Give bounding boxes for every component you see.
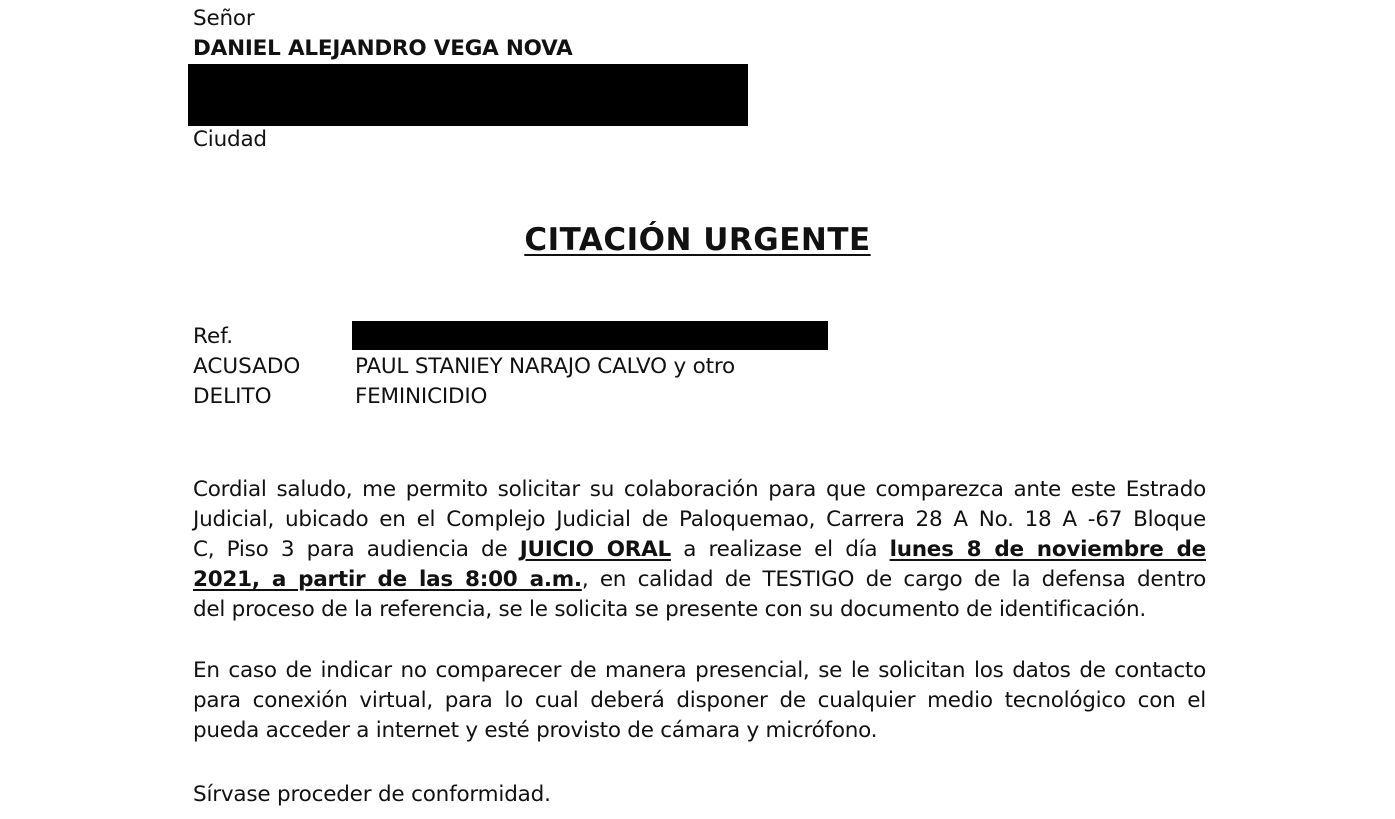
redacted-address-block [188,64,748,126]
paragraph-citation-line [193,535,1206,565]
paragraph-citation-line: Judicial, ubicado en el Complejo Judicial de Paloquemao, Carrera 28 A No. 18 A -67 Bloque [193,507,1206,532]
citation-line3-text: C, Piso 3 para audiencia de [193,537,520,562]
citation-line3-mid: a realizase el día [670,537,890,562]
paragraph-virtual-line: pueda acceder a internet y esté provisto de cámara y micrófono. [193,718,878,743]
crime-label: DELITO [193,384,272,409]
recipient-city: Ciudad [193,127,267,152]
crime-value: FEMINICIDIO [355,384,488,409]
closing-line: Sírvase proceder de conformidad. [193,782,551,807]
paragraph-citation-line [193,565,1206,595]
citation-line4-text: , en calidad de TESTIGO de cargo de la defensa dentro [581,567,1206,592]
paragraph-citation [193,475,1206,625]
ref-label: Ref. [193,324,234,349]
redacted-reference-number [352,321,828,350]
recipient-salutation: Señor [193,6,255,31]
paragraph-virtual-line: En caso de indicar no comparecer de manera presencial, se le solicitan los datos de contacto [193,658,1206,683]
accused-value: PAUL STANIEY NARAJO CALVO y otro [355,354,735,379]
paragraph-virtual [193,656,1206,746]
hearing-type: JUICIO ORAL [519,537,671,562]
hearing-date-part2: 2021, a partir de las 8:00 a.m. [193,567,582,592]
document-title-text: CITACIÓN URGENTE [524,222,871,258]
paragraph-citation-line: Cordial saludo, me permito solicitar su colaboración para que comparezca ante este Estrado [193,477,1206,502]
hearing-date-part1: lunes 8 de noviembre de [889,537,1207,562]
document-title [0,220,1395,260]
paragraph-virtual-line: para conexión virtual, para lo cual deberá disponer de cualquier medio tecnológico con el [193,688,1206,713]
recipient-name: DANIEL ALEJANDRO VEGA NOVA [193,36,573,61]
paragraph-citation-line: del proceso de la referencia, se le solicita se presente con su documento de identificación. [193,597,1147,622]
accused-label: ACUSADO [193,354,301,379]
